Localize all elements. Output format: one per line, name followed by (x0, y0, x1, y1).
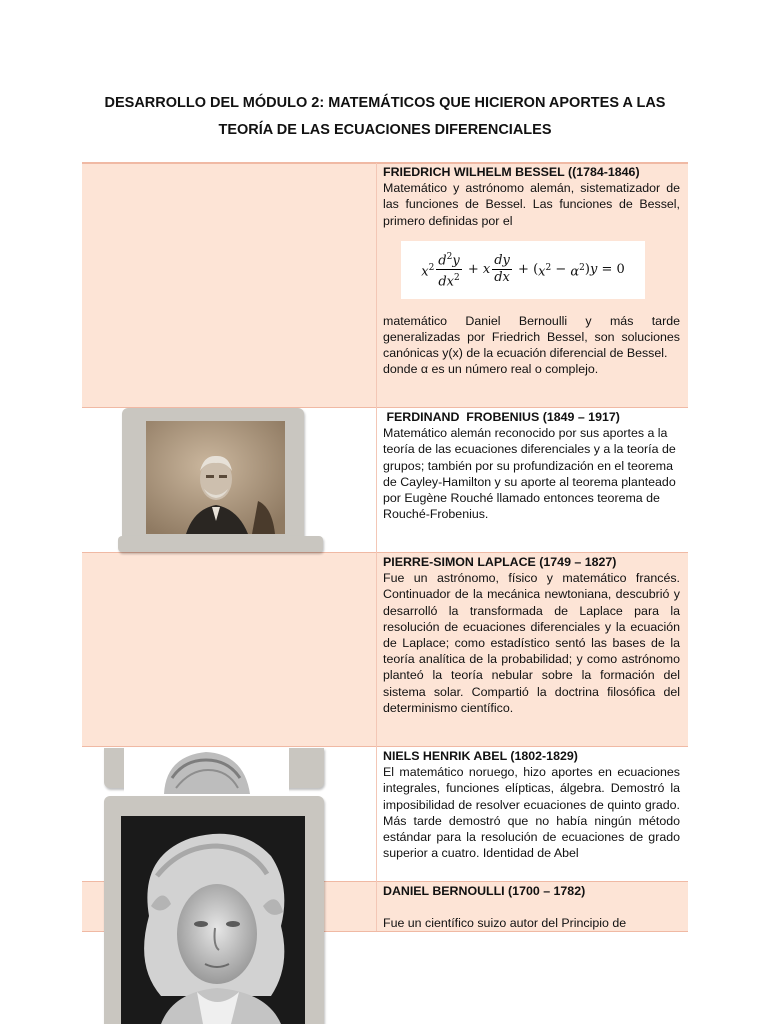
entry-text-cell (383, 409, 680, 522)
table-rule (82, 552, 688, 553)
entry-text-cell (383, 883, 680, 931)
portrait-frame-shadow (118, 536, 323, 552)
entry-row-laplace (82, 553, 688, 746)
entry-heading: PIERRE-SIMON LAPLACE (1749 – 1827) (383, 555, 617, 569)
entry-image-cell (82, 163, 376, 407)
title-line-1: DESARROLLO DEL MÓDULO 2: MATEMÁTICOS QUE HICIERON APORTES A LAS (104, 95, 666, 111)
document-title (82, 90, 688, 144)
entry-text: Fue un científico suizo autor del Principio de (383, 916, 627, 931)
entry-text-cell (383, 164, 680, 378)
entry-heading: FERDINAND FROBENIUS (1849 – 1917) (383, 410, 620, 424)
table-column-divider (376, 163, 377, 931)
entry-heading: DANIEL BERNOULLI (1700 – 1782) (383, 884, 586, 898)
entry-heading: FRIEDRICH WILHELM BESSEL ((1784-1846) (383, 165, 640, 179)
frobenius-portrait-image (146, 421, 285, 534)
table-rule (82, 162, 688, 164)
entry-text: El matemático noruego, hizo aportes en ecuaciones integrales, funciones elípticas, álgebra. Demostró la imposibilidad de resolver ecuaciones de quinto grado. Más tarde demostró que no había ningún método estándar para la resolución de ecuaciones de grado superior a cuatro. Identidad de Abel (383, 765, 680, 861)
entry-text: Matemático y astrónomo alemán, sistematizador de las funciones de Bessel. Las funciones de Bessel, primero definidas por el (383, 181, 680, 228)
entry-text-continued: matemático Daniel Bernoulli y más tarde generalizadas por Friedrich Bessel, son soluciones canónicas y(x) de la ecuación diferencial de Bessel. (383, 313, 680, 361)
entry-heading: NIELS HENRIK ABEL (1802-1829) (383, 749, 578, 763)
entry-text-cell (383, 748, 680, 861)
abel-portrait-image (124, 748, 289, 794)
entry-text-cell (383, 554, 680, 716)
entry-text: Matemático alemán reconocido por sus aportes a la teoría de las ecuaciones diferenciales y a la teoría de grupos; también por su profundización en el teorema de Cayley-Hamilton y su aporte al teorema planteado por Eugène Rouché llamado entonces teorema de Rouché-Frobenius. (383, 426, 676, 522)
entry-row-bessel (82, 163, 688, 407)
bessel-equation: $x^2$ $\frac{d^2y}{dx^2}$ + x $\frac{dy}{dx}$ + ( $x^2$ − $\alpha^2$ ) y = 0 (401, 241, 645, 299)
entry-text: Fue un astrónomo, físico y matemático francés. Continuador de la mecánica newtoniana, descubrió y desarrolló la transformada de Laplace para la resolución de ecuaciones diferenciales y la ecuación de Laplace; como estadístico sentó las bases de la teoría analítica de la probabilidad; y como astrónomo planteó la teoría nebular sobre la formación del sistema solar. Compartió la doctrina filosófica del determinismo científico. (383, 571, 680, 715)
entry-image-cell (82, 553, 376, 746)
entry-note: donde α es un número real o complejo. (383, 362, 599, 377)
bernoulli-portrait-image (121, 816, 305, 1024)
title-line-2: TEORÍA DE LAS ECUACIONES DIFERENCIALES (218, 122, 552, 138)
table-rule (82, 746, 688, 747)
